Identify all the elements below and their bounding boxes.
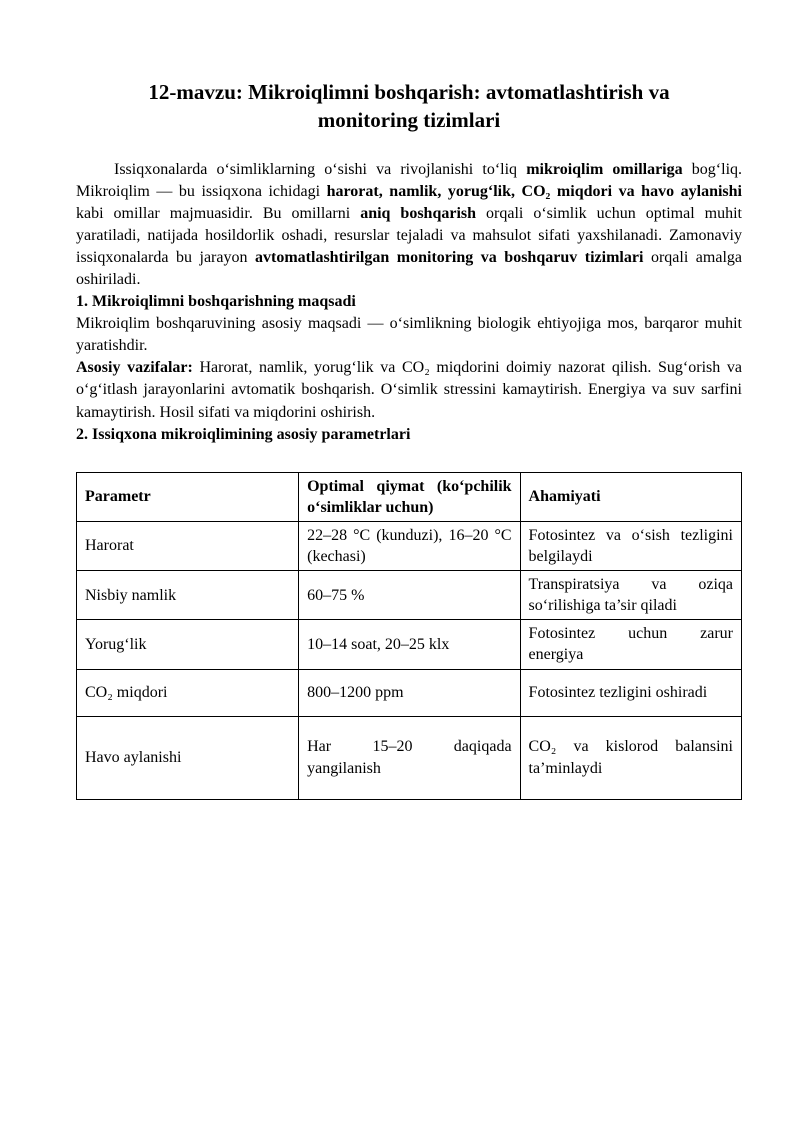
table-cell: Nisbiy namlik — [77, 571, 299, 620]
document-title: 12-mavzu: Mikroiqlimni boshqarish: avtomatlashtirish va monitoring tizimlari — [148, 80, 670, 133]
bold-text-run: Asosiy vazifalar: — [76, 359, 193, 377]
table-cell: 60–75 % — [299, 571, 520, 620]
section-1-heading: 1. Mikroiqlimni boshqarishning maqsadi — [76, 293, 356, 311]
table-cell: Yorug‘lik — [77, 620, 299, 669]
table-cell: Havo aylanishi — [77, 716, 299, 799]
table-header-row — [77, 472, 742, 521]
table-row — [77, 571, 742, 620]
text-run: Issiqxonalarda o‘simliklarning o‘sishi va rivojlanishi to‘liq — [114, 160, 527, 178]
table-row — [77, 716, 742, 799]
text-run: orqali o‘simlik uchun optimal muhit yaratiladi, natijada hosildorlik oshadi, resurslar tejaladi va mahsulot sifati yaxshilanadi. Zamonaviy issiqxonalarda bu jarayon — [76, 204, 743, 266]
text-run: Harorat, namlik, yorug‘lik va CO₂ miqdorini doimiy nazorat qilish. Sug‘orish va o‘g‘itlash jarayonlarini avtomatik boshqarish. O‘simlik stressini kamaytirish. Energiya va suv sarfini kamaytirish. Hosil sifati va miqdorini oshirish. — [76, 359, 742, 421]
table-row — [77, 669, 742, 716]
table-header-optimal-qiymat: Optimal qiymat (ko‘pchilik o‘simliklar uchun) — [299, 472, 520, 521]
table-cell: Harorat — [77, 521, 299, 570]
intro-paragraph — [76, 159, 742, 291]
table-cell: CO₂ va kislorod balansini ta’minlaydi — [520, 716, 741, 799]
table-header-ahamiyati: Ahamiyati — [520, 472, 741, 521]
parameters-table — [76, 472, 742, 800]
table-cell: 10–14 soat, 20–25 klx — [299, 620, 520, 669]
section-1-paragraph: Mikroiqlim boshqaruvining asosiy maqsadi — o‘simlikning biologik ehtiyojiga mos, barqaror muhit yaratishdir. — [76, 315, 742, 355]
table-cell: 800–1200 ppm — [299, 669, 520, 716]
table-cell: CO₂ miqdori — [77, 669, 299, 716]
table-row — [77, 620, 742, 669]
tasks-paragraph — [76, 357, 742, 423]
table-row — [77, 521, 742, 570]
table-cell: Fotosintez tezligini oshiradi — [520, 669, 741, 716]
text-run: bog‘liq. Mikroiqlim — bu issiqxona ichidagi — [76, 160, 743, 200]
table-cell: Fotosintez uchun zarur energiya — [520, 620, 741, 669]
table-cell: Fotosintez va o‘sish tezligini belgilaydi — [520, 521, 741, 570]
bold-text-run: aniq boshqarish — [360, 204, 477, 222]
text-run: kabi omillar majmuasidir. Bu omillarni — [76, 204, 361, 222]
bold-text-run: mikroiqlim omillariga — [526, 160, 683, 178]
table-cell: Har 15–20 daqiqada yangilanish — [299, 716, 520, 799]
table-cell: Transpiratsiya va oziqa so‘rilishiga ta’sir qiladi — [520, 571, 741, 620]
bold-text-run: avtomatlashtirilgan monitoring va boshqaruv tizimlari — [255, 249, 644, 266]
section-2-heading: 2. Issiqxona mikroiqlimining asosiy parametrlari — [76, 425, 411, 443]
bold-text-run: harorat, namlik, yorug‘lik, CO₂ miqdori va havo aylanishi — [326, 182, 742, 200]
table-body — [77, 521, 742, 799]
text-run: orqali amalga oshiriladi. — [76, 249, 742, 289]
table-cell: 22–28 °C (kunduzi), 16–20 °C (kechasi) — [299, 521, 520, 570]
table-header-parametr: Parametr — [77, 472, 299, 521]
